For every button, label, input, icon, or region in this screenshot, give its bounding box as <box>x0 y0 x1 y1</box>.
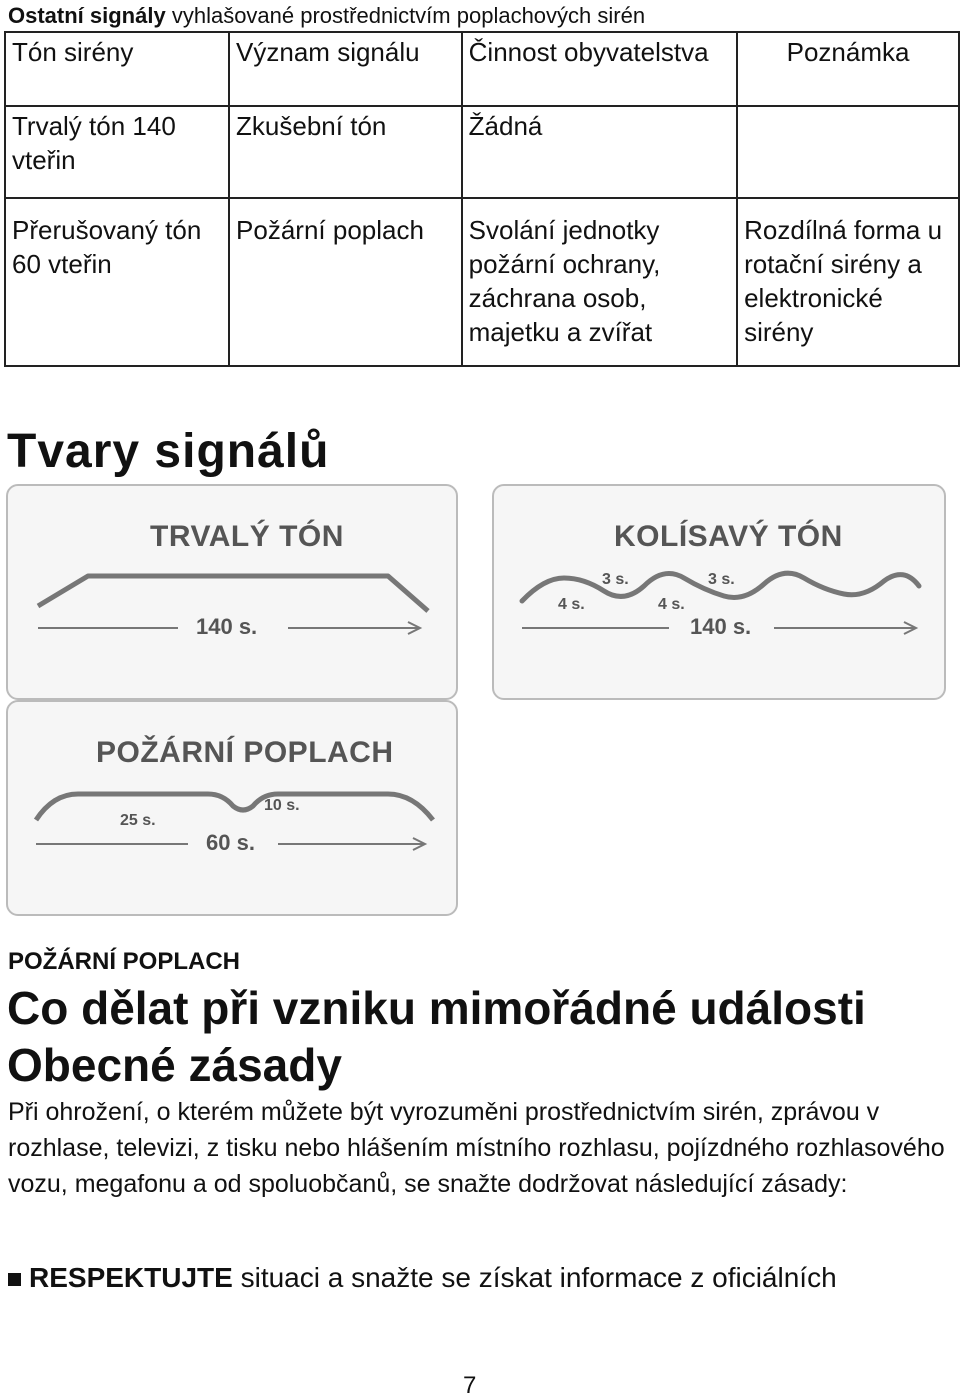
table-cell: Žádná <box>462 106 737 198</box>
diagram-title: TRVALÝ TÓN <box>150 520 344 553</box>
diagram-kolisavy-ton <box>492 484 946 700</box>
table-cell: Rozdílná forma u rotační sirény a elektronické sirény <box>737 198 959 366</box>
fire-alarm-waveform <box>8 702 456 914</box>
table-header-row <box>5 32 959 106</box>
duration-label: 60 s. <box>206 830 255 855</box>
intro-rest: vyhlašované prostřednictvím poplachových sirén <box>165 3 646 28</box>
rise-label: 4 s. <box>658 596 685 613</box>
sub-caption: POŽÁRNÍ POPLACH <box>8 948 241 975</box>
body-paragraph: Při ohrožení, o kterém můžete být vyrozuměni prostřednictvím sirén, zprávou v rozhlase, televizi, z tisku nebo hlášením místního rozhlasu, pojízdného rozhlasového vozu, megafonu a od spoluobčanů, se snažte dodržovat následující zásady: <box>8 1098 945 1198</box>
rise-label: 4 s. <box>558 596 585 613</box>
header-cell: Činnost obyvatelstva <box>462 32 737 106</box>
diagram-trvaly-ton <box>6 484 458 700</box>
bullet-rest: situaci a snažte se získat informace z oficiálních <box>232 1262 837 1293</box>
bullet-bold: RESPEKTUJTE <box>29 1262 233 1293</box>
heading-secondary: Obecné zásady <box>7 1039 342 1091</box>
bullet-item <box>8 1262 837 1294</box>
heading-primary: Co dělat při vzniku mimořádné události <box>7 982 866 1034</box>
table-cell: Přerušovaný tón 60 vteřin <box>5 198 229 366</box>
table-cell: Požární poplach <box>229 198 462 366</box>
header-cell: Poznámka <box>737 32 959 106</box>
bullet-square-icon <box>8 1273 21 1286</box>
duration-label: 140 s. <box>196 614 258 639</box>
table-row <box>5 198 959 366</box>
off-duration-label: 10 s. <box>264 797 300 814</box>
duration-label: 140 s. <box>690 614 752 639</box>
diagram-title: POŽÁRNÍ POPLACH <box>96 736 394 769</box>
intro-bold: Ostatní signály <box>8 3 166 28</box>
table-cell: Zkušební tón <box>229 106 462 198</box>
steady-tone-waveform <box>8 486 456 698</box>
signals-table <box>4 31 960 367</box>
intro-line <box>8 3 645 29</box>
header-cell: Význam signálu <box>229 32 462 106</box>
table-cell <box>737 106 959 198</box>
diagram-pozarni-poplach <box>6 700 458 916</box>
diagram-title: KOLÍSAVÝ TÓN <box>614 520 843 553</box>
page-number: 7 <box>463 1372 477 1399</box>
fall-label: 3 s. <box>602 571 629 588</box>
table-cell: Trvalý tón 140 vteřin <box>5 106 229 198</box>
wailing-tone-waveform <box>494 486 944 698</box>
table-cell: Svolání jednotky požární ochrany, záchrana osob, majetku a zvířat <box>462 198 737 366</box>
section-title: Tvary signálů <box>7 425 330 478</box>
table-row <box>5 106 959 198</box>
fall-label: 3 s. <box>708 571 735 588</box>
header-cell: Tón sirény <box>5 32 229 106</box>
on-duration-label: 25 s. <box>120 812 156 829</box>
